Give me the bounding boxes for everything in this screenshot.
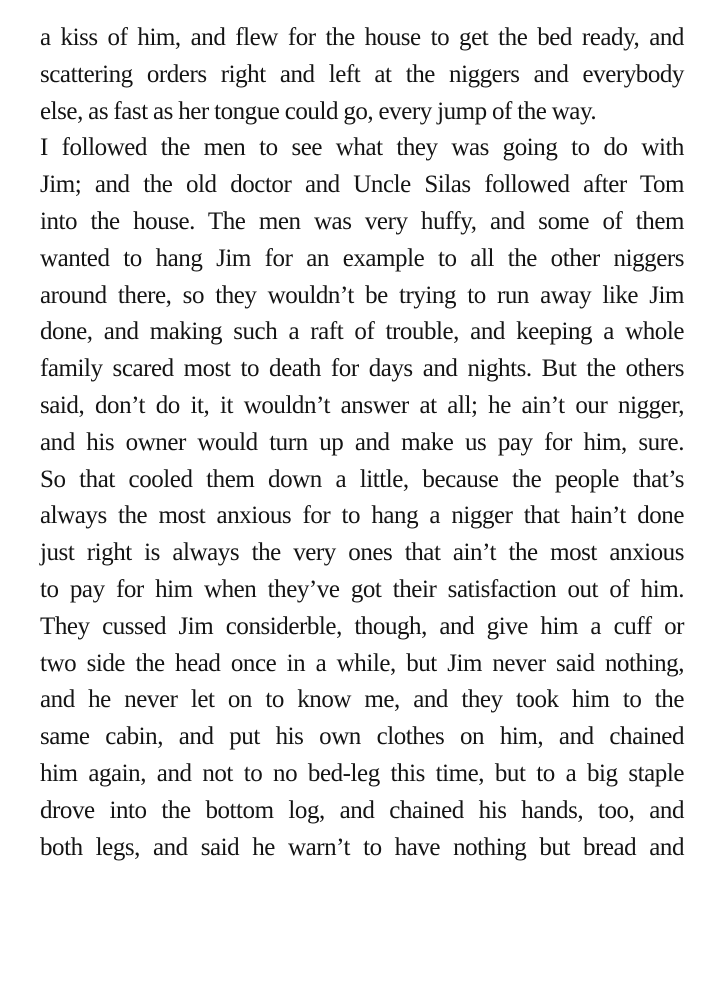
text-line: a kiss of him, and flew for the house to get the bed ready, and: [40, 24, 684, 51]
text-line: same cabin, and put his own clothes on him, and chained: [40, 723, 684, 751]
text-line: and his owner would turn up and make us pay for him, sure.: [40, 428, 684, 456]
text-line: to pay for him when they’ve got their satisfaction out of him.: [40, 575, 684, 603]
text-line: just right is always the very ones that ain’t the most anxious: [40, 539, 684, 567]
text-line: around there, so they wouldn’t be trying to run away like Jim: [40, 281, 684, 309]
text-line: I followed the men to see what they was going to do with: [40, 134, 684, 162]
page-text: [40, 20, 684, 866]
text-line: and he never let on to know me, and they took him to the: [40, 686, 684, 714]
text-line: drove into the bottom log, and chained his hands, too, and: [40, 796, 684, 824]
text-line: said, don’t do it, it wouldn’t answer at all; he ain’t our nigger,: [40, 391, 684, 419]
text-line: So that cooled them down a little, because the people that’s: [40, 465, 684, 493]
text-line: him again, and not to no bed-leg this time, but to a big staple: [40, 759, 684, 787]
text-line: family scared most to death for days and nights. But the others: [40, 355, 684, 383]
text-line: always the most anxious for to hang a nigger that hain’t done: [40, 502, 684, 530]
text-line: into the house. The men was very huffy, and some of them: [40, 207, 684, 235]
text-line: two side the head once in a while, but Jim never said nothing,: [40, 649, 684, 677]
text-line: wanted to hang Jim for an example to all the other niggers: [40, 244, 684, 272]
text-line: scattering orders right and left at the niggers and everybody: [40, 60, 684, 88]
text-line: Jim; and the old doctor and Uncle Silas followed after Tom: [40, 171, 684, 199]
text-line: They cussed Jim considerble, though, and give him a cuff or: [40, 612, 684, 640]
text-line: done, and making such a raft of trouble, and keeping a whole: [40, 318, 684, 346]
text-line: else, as fast as her tongue could go, every jump of the way.: [40, 97, 597, 125]
text-line: both legs, and said he warn’t to have nothing but bread and: [40, 833, 684, 861]
